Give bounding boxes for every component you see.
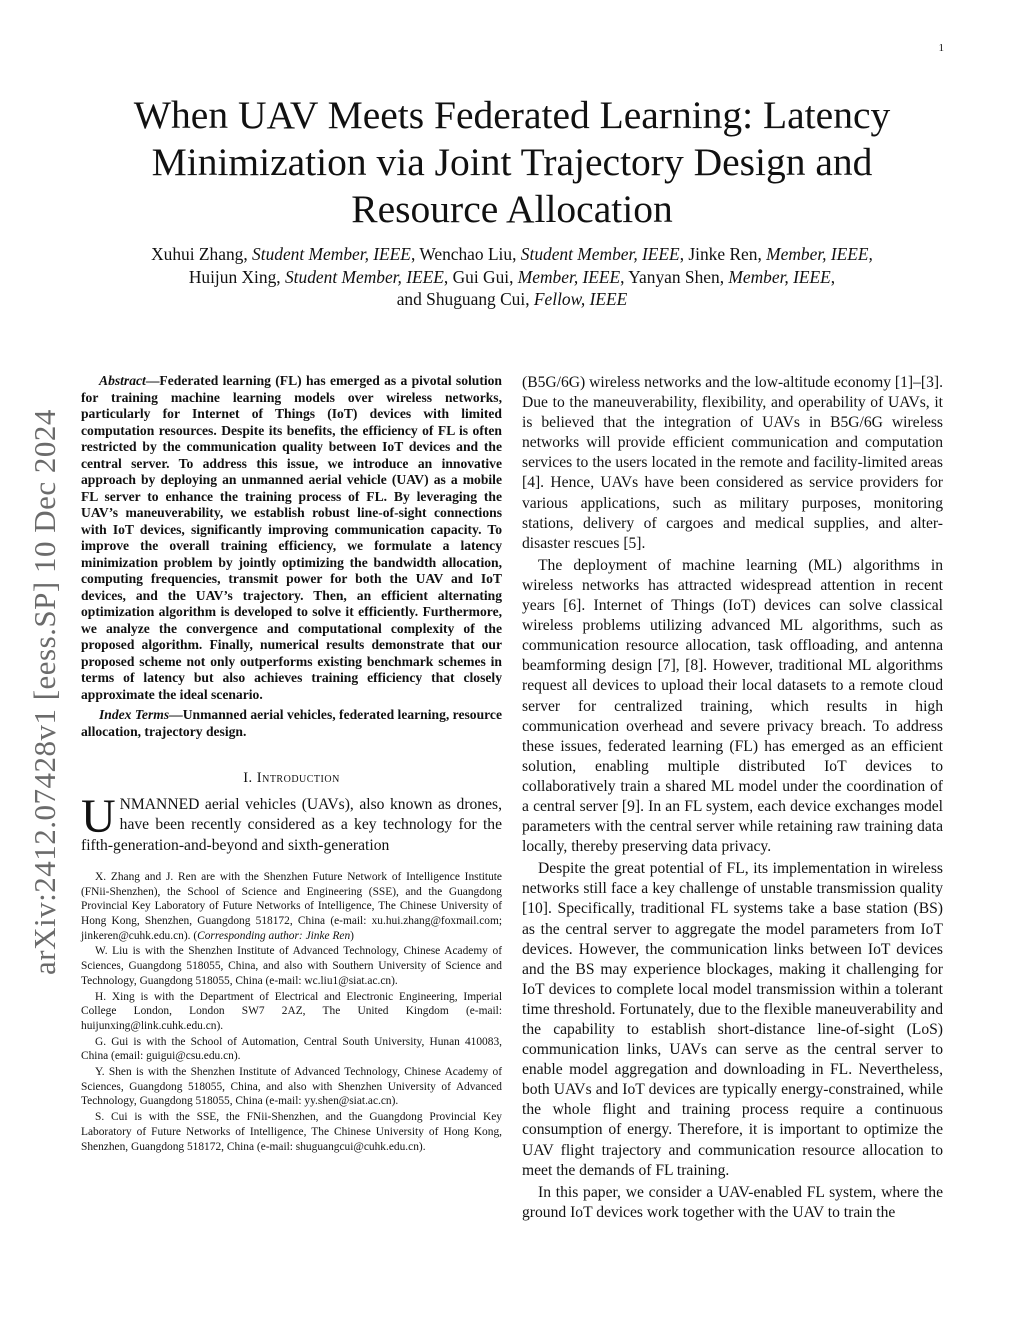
body-paragraph: Despite the great potential of FL, its implementation in wireless networks still face a key challenge of unstable transmission quality [10]. Specifically, traditional FL systems take a base station (BS) as the central server to aggregate the model parameters from IoT devices. However, the communication links between IoT devices and the BS may experience blockages, making it challenging for IoT devices to complete local model transmission within a tolerant time threshold. Fortunately, due to the flexible maneuverability and the capability to establish short-distance line-of-sight (LoS) communication links, UAVs can serve as the central server to enable model aggregation and downloading in FL. Nevertheless, both UAVs and IoT devices are typically energy-constrained, while the whole flight and training process require a continuous consumption of energy. Therefore, it is important to optimize the UAV flight trajectory and communication resource allocation to meet the demands of FL training. — [522, 860, 943, 1179]
footnote: Y. Shen is with the Shenzhen Institute of Advanced Technology, Chinese Academy of Sciences, Guangdong 518055, China, and also with Shenzhen University of Advanced Technology, Guangdong 518055, China (e-mail: yy.shen@siat.ac.cn). — [81, 1066, 502, 1108]
drop-cap: U — [81, 790, 116, 843]
paper-title: When UAV Meets Federated Learning: Latency Minimization via Joint Trajectory Design and Resource Allocation — [133, 93, 891, 231]
footnote — [81, 870, 502, 944]
body-paragraph: In this paper, we consider a UAV-enabled FL system, where the ground IoT devices work together with the UAV to train the — [522, 1183, 943, 1221]
author-separator: , — [410, 244, 420, 264]
author-footnotes — [81, 870, 502, 1154]
body-paragraph: (B5G/6G) wireless networks and the low-altitude economy [1]–[3]. Due to the maneuverability, flexibility, and operability of UAVs, it is believed that the integration of UAVs in B5G/6G wireless networks will provide efficient communication and computation services to the users located in the remote and facility-limited areas [4]. Hence, UAVs have been considered as service providers for various applications, such as military purposes, monitoring stations, delivery of cargoes and medical supplies, and alter-disaster rescues [5]. — [522, 374, 943, 552]
author-membership: Student Member, IEEE — [520, 244, 680, 264]
footnote-text: X. Zhang and J. Ren are with the Shenzhen Future Network of Intelligence Institute (FNii-Shenzhen), the School of Science and Engineering (SSE), and the Guangdong Provincial Key Laboratory of Future Networks of Intelligence, The Chinese University of Hong Kong, Shenzhen, Guangdong 518172, China (e-mail: xu.hui.zhang@foxmail.com; jinkeren@cuhk.edu.cn). ( — [81, 870, 502, 942]
intro-paragraph — [81, 790, 502, 856]
left-column — [81, 373, 502, 1155]
author-separator: , — [443, 266, 453, 287]
page-number: 1 — [938, 42, 944, 54]
abstract-label: Abstract — [99, 373, 146, 388]
author-membership: Member, IEEE — [517, 266, 621, 287]
footnote-emphasis: Corresponding author: Jinke Ren — [197, 929, 351, 942]
right-column — [522, 373, 943, 1223]
index-terms — [81, 707, 502, 740]
index-terms-label: Index Terms — [99, 707, 170, 722]
arxiv-identifier-stamp: arXiv:2412.07428v1 [eess.SP] 10 Dec 2024 — [27, 409, 62, 975]
author-name: Huijun Xing, — [188, 266, 285, 287]
abstract-text: —Federated learning (FL) has emerged as a pivotal solution for training machine learning models over wireless networks, particularly for Internet of Things (IoT) devices with limited computation resources. Despite its benefits, the efficiency of FL is often restricted by the communication quality between IoT devices and the central server. To address this issue, we introduce an innovative approach by deploying an unmanned aerial vehicle (UAV) as a mobile FL server to enhance the training process of FL. By leveraging the UAV’s maneuverability, we establish robust line-of-sight connections with IoT devices, significantly improving communication capacity. To improve the overall training efficiency, we formulate a latency minimization problem by jointly optimizing the bandwidth allocation, computing frequencies, transmit power for both the UAV and IoT devices, and the UAV’s trajectory. Then, an efficient alternating optimization algorithm is developed to solve it efficiently. Furthermore, we analyze the convergence and computational complexity of the proposed algorithm. Finally, numerical results demonstrate that our proposed scheme not only outperforms existing benchmark schemes in terms of latency but also achieves training efficiency that closely approximate the ideal scenario. — [81, 373, 502, 702]
author-membership: Member, IEEE, — [766, 244, 873, 264]
author-name: Gui Gui, — [452, 266, 518, 287]
author-membership: Fellow, IEEE — [533, 289, 628, 309]
author-name: Jinke Ren, — [688, 244, 767, 264]
author-separator: , — [679, 244, 689, 264]
author-name: Yanyan Shen, — [628, 266, 729, 287]
author-separator: , — [830, 266, 836, 287]
section-heading-introduction: I. Introduction — [243, 770, 340, 786]
author-line-1 — [80, 243, 944, 266]
abstract — [81, 373, 502, 703]
author-name: and Shuguang Cui, — [396, 289, 534, 309]
intro-text: NMANNED aerial vehicles (UAVs), also known as drones, have been recently considered as a key technology for the fifth-generation-and-beyond and sixth-generation — [81, 796, 502, 854]
author-membership: Member, IEEE — [728, 266, 831, 287]
footnote: S. Cui is with the SSE, the FNii-Shenzhen, and the Guangdong Provincial Key Laboratory of Future Networks of Intelligence, The Chinese University of Hong Kong, Shenzhen, Guangdong 518172, China (e-mail: shuguangcui@cuhk.edu.cn). — [81, 1111, 502, 1153]
footnote: G. Gui is with the School of Automation, Central South University, Hunan 410083, China (email: guigui@csu.edu.cn). — [81, 1035, 502, 1063]
author-name: Xuhui Zhang, — [151, 244, 253, 264]
author-membership: Student Member, IEEE — [252, 244, 411, 264]
author-list — [80, 243, 944, 311]
footnote: H. Xing is with the Department of Electrical and Electronic Engineering, Imperial College London, London SW7 2AZ, The United Kingdom (e-mail: huijunxing@link.cuhk.edu.cn). — [81, 990, 502, 1032]
footnote: W. Liu is with the Shenzhen Institute of Advanced Technology, Chinese Academy of Sciences, Guangdong 518055, China, and also with Southern University of Science and Technology, Guangdong 518055, China (e-mail: wc.liu1@siat.ac.cn). — [81, 945, 502, 987]
index-terms-text: —Unmanned aerial vehicles, federated learning, resource allocation, trajectory design. — [81, 707, 502, 739]
author-line-2 — [80, 266, 944, 289]
footnote-tail: ) — [350, 929, 354, 942]
author-separator: , — [620, 266, 629, 287]
body-paragraph: The deployment of machine learning (ML) algorithms in wireless networks has attracted widespread attention in recent years [6]. Internet of Things (IoT) devices can solve classical wireless problems utilizing advanced ML algorithms, such as communication resource allocation, task offloading, and antenna beamforming design [7], [8]. However, traditional ML algorithms request all devices to upload their local datasets to a remote cloud server for centralized training, which results in high communication overhead and severe privacy breach. To address these issues, federated learning (FL) has emerged as an efficient solution, enabling multiple distributed IoT devices to collaboratively train a shared ML model under the coordination of a central server [9]. In an FL system, each device exchanges model parameters with the central server while retaining raw training data locally, thereby preserving data privacy. — [522, 556, 943, 856]
author-membership: Student Member, IEEE — [284, 266, 444, 287]
author-name: Wenchao Liu, — [419, 244, 521, 264]
author-line-3 — [80, 288, 944, 311]
